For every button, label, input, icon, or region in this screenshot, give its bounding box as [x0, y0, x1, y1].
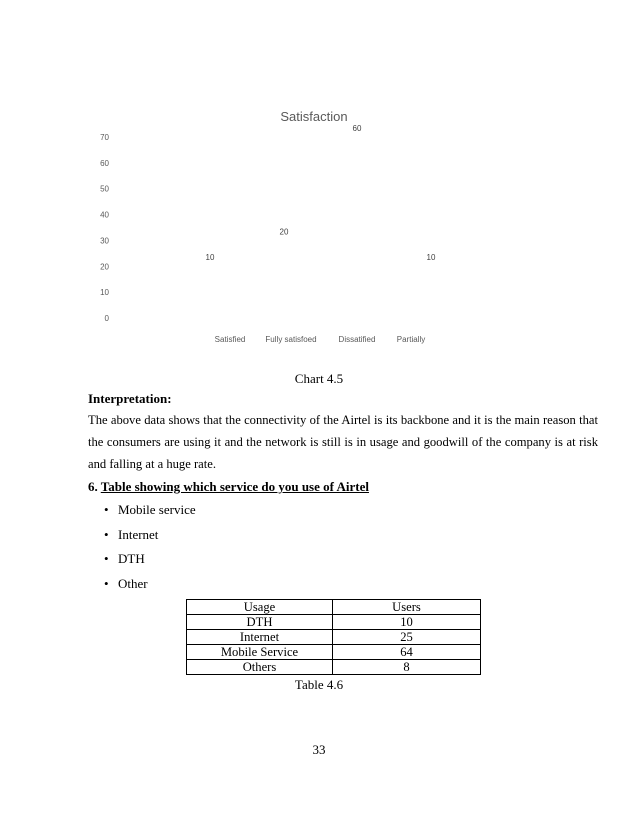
y-tick-label: 30	[100, 236, 109, 246]
data-label: 20	[279, 227, 289, 237]
y-tick-label: 40	[100, 210, 109, 220]
service-label: Internet	[118, 526, 159, 542]
page-number: 33	[312, 742, 326, 757]
x-category-label: Dissatified	[338, 335, 376, 344]
table-header-cell: Users	[333, 600, 481, 615]
interpretation-text: The above data shows that the connectivity of the Airtel is its backbone and it is the main reason that the consumers are using it and the network is still is in usage and goodwill of the company is at risk and falling at a huge rate.	[88, 413, 598, 471]
bar	[264, 266, 304, 318]
table-cell: DTH	[187, 615, 333, 630]
list-item	[104, 572, 196, 597]
usage-table	[186, 599, 481, 675]
section-number: 6.	[88, 479, 98, 494]
y-tick-label: 50	[100, 184, 109, 194]
table-cell: 10	[333, 615, 481, 630]
table-cell: 25	[333, 630, 481, 645]
satisfaction-chart	[0, 0, 638, 360]
bar	[411, 292, 451, 318]
data-label: 60	[352, 123, 362, 133]
table-cell: 8	[333, 660, 481, 675]
bar	[190, 292, 230, 318]
table-caption: Table 4.6	[294, 677, 344, 692]
table-row	[187, 615, 481, 630]
table-cell: 64	[333, 645, 481, 660]
bullet-icon: •	[104, 502, 109, 518]
service-label: DTH	[118, 551, 145, 567]
data-label: 10	[205, 253, 215, 263]
bullet-icon: •	[104, 575, 109, 591]
section-title	[88, 479, 369, 495]
y-tick-label: 0	[104, 314, 109, 323]
table-cell: Others	[187, 660, 333, 675]
services-list	[104, 498, 196, 596]
list-item	[104, 498, 196, 523]
table-header-cell: Usage	[187, 600, 333, 615]
service-label: Mobile service	[118, 502, 196, 518]
y-tick-label: 70	[100, 133, 109, 142]
list-item	[104, 547, 196, 572]
table-row	[187, 660, 481, 675]
data-label: 10	[426, 253, 436, 263]
interpretation-heading: Interpretation:	[88, 391, 172, 406]
x-category-label: Fully satisfoed	[265, 335, 317, 344]
table-cell: Internet	[187, 630, 333, 645]
chart-caption: Chart 4.5	[294, 371, 344, 386]
chart-canvas	[0, 0, 638, 360]
x-category-label: Partially	[396, 335, 426, 344]
bullet-icon: •	[104, 551, 109, 567]
table-header-row	[187, 600, 481, 615]
table-row	[187, 645, 481, 660]
y-tick-label: 60	[100, 158, 109, 168]
section-title-text: Table showing which service do you use of Airtel	[100, 479, 369, 494]
service-label: Other	[118, 575, 148, 591]
x-category-label: Satisfied	[214, 335, 246, 344]
bullet-icon: •	[104, 526, 109, 542]
y-tick-label: 20	[100, 262, 109, 272]
chart-title: Satisfaction	[280, 109, 348, 124]
y-tick-label: 10	[100, 288, 109, 298]
list-item	[104, 523, 196, 548]
table-row	[187, 630, 481, 645]
table-cell: Mobile Service	[187, 645, 333, 660]
bar	[337, 163, 377, 318]
